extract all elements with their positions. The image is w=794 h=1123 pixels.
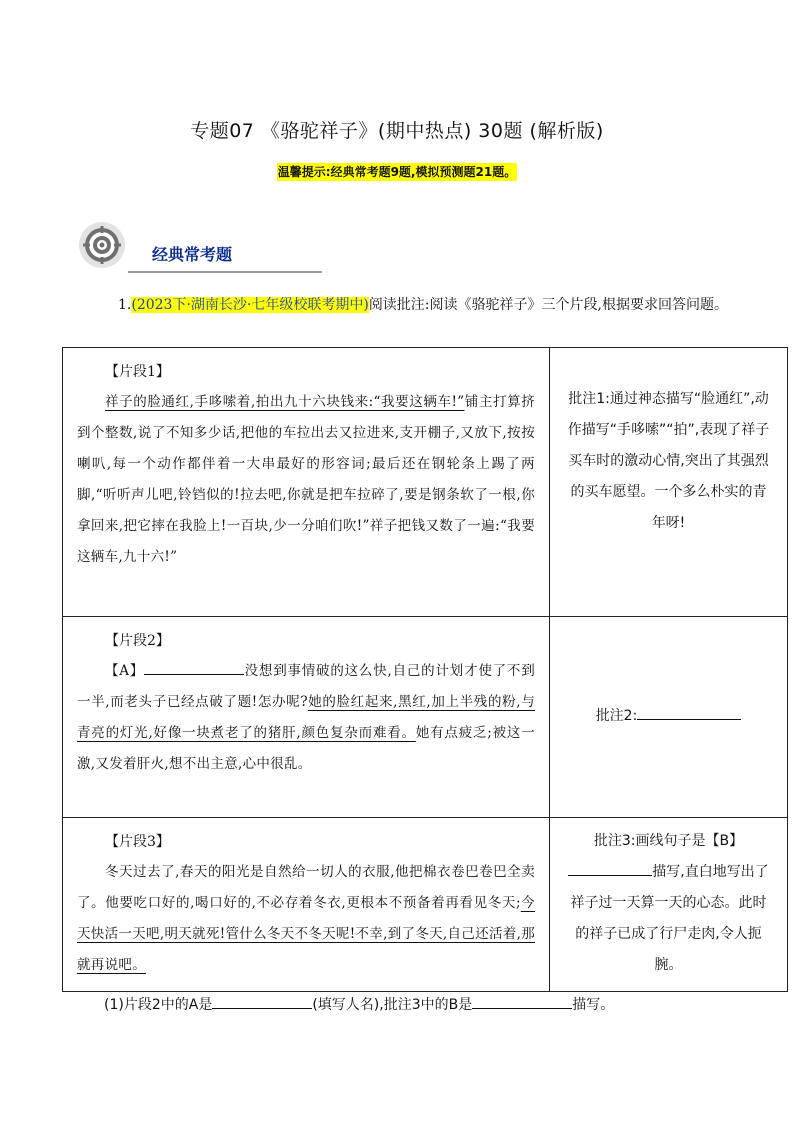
page-title: 专题07 《骆驼祥子》(期中热点) 30题 (解析版): [190, 120, 604, 142]
note-3-cell: [550, 818, 788, 992]
note-2: [550, 617, 787, 732]
table-row: [63, 348, 788, 617]
fragment-2-before: 没想到事情破的这么快,自己的计划才使了不到一半,而老头子已经点破了题!怎办呢?: [77, 663, 535, 710]
fragment-3-text: [77, 857, 535, 981]
fragment-3-before: 冬天过去了,春天的阳光是自然给一切人的衣服,他把棉衣卷巴卷巴全卖了。他要吃口好的,喝口好的,不必存着冬衣,更根本不预备着再看见冬天;: [77, 864, 535, 911]
section-underline: [128, 271, 322, 273]
fragment-3-underlined: 今天快活一天吧,明天就死!管什么冬天不冬天呢!不幸,到了冬天,自己还活着,那就再说吧。: [77, 895, 535, 973]
question-source: (2023下·湖南长沙·七年级校联考期中): [131, 297, 369, 313]
fragment-2-cell: [63, 617, 550, 818]
fragment-1-rest: 铺主打算挤到个整数,说了不知多少话,把他的车拉出去又拉进来,支开棚子,又放下,按按喇叭,每一个动作都伴着一大串最好的形容词;最后还在钢轮条上踢了两脚,“听听声儿吧,铃铛似的!拉去吧,你就是把车拉碎了,要是钢条软了一根,你拿回来,把它摔在我脸上!一百块,少一分咱们吹!”祥子把钱又数了一遍:“我要这辆车,九十六!”: [77, 394, 536, 565]
note-3-before: 批注3:画线句子是: [593, 833, 706, 849]
subquestion-part2: (填写人名),批注3中的B是: [312, 997, 473, 1013]
question-number: 1.: [118, 297, 132, 313]
fragment-3-title: 【片段3】: [105, 834, 170, 850]
fragment-1-text: [77, 387, 535, 573]
note-3-after: 描写,直白地写出了祥子过一天算一天的心态。此时的祥子已成了行尸走肉,令人扼腕。: [570, 864, 769, 973]
table-row: [63, 818, 788, 992]
fragment-2-label: 【A】: [105, 663, 145, 679]
fragment-2-underlined: 她的脸红起来,黑红,加上半残的粉,与青亮的灯光,好像一块煮老了的猪肝,颜色复杂而难看。: [77, 694, 535, 741]
note-2-cell: [550, 617, 788, 818]
fragment-2-text: [77, 656, 535, 780]
target-icon: [78, 221, 126, 269]
tip-text: 温馨提示:经典常考题9题,模拟预测题21题。: [277, 165, 517, 179]
note-3: [550, 818, 787, 981]
fragment-2-title: 【片段2】: [105, 633, 170, 649]
subquestion-part3: 描写。: [572, 997, 615, 1013]
answer-blank-b[interactable]: [568, 861, 652, 876]
subquestion-1: [104, 994, 764, 1014]
fragment-1-title: 【片段1】: [105, 364, 170, 380]
note-1-cell: [550, 348, 788, 617]
question-intro: [68, 290, 738, 320]
fragment-2-rest: 她有点疲乏;被这一激,又发着肝火,想不出主意,心中很乱。: [77, 725, 535, 772]
note-1: 批注1:通过神态描写“脸通红”,动作描写“手哆嗦”“拍”,表现了祥子买车时的激动心情,突出了其强烈的买车愿望。一个多么朴实的青年呀!: [567, 391, 770, 531]
subquestion-blank-2[interactable]: [472, 994, 572, 1009]
fragment-table: [62, 347, 788, 992]
subquestion-blank-1[interactable]: [212, 994, 312, 1009]
tip-banner: [0, 161, 794, 180]
note-2-blank[interactable]: [637, 705, 741, 720]
answer-blank-a[interactable]: [144, 661, 244, 676]
table-row: [63, 617, 788, 818]
subquestion-part1: (1)片段2中的A是: [104, 997, 213, 1013]
question-text: 阅读批注:阅读《骆驼祥子》三个片段,根据要求回答问题。: [368, 297, 728, 313]
fragment-1-cell: [63, 348, 550, 617]
fragment-1-underlined: 祥子的脸通红,手哆嗦着,拍出九十六块钱来:“我要这辆车!”: [105, 394, 465, 410]
fragment-3-cell: [63, 818, 550, 992]
note-3-label: 【B】: [705, 833, 744, 849]
note-2-text: 批注2:: [595, 708, 638, 724]
section-label: 经典常考题: [152, 245, 233, 264]
